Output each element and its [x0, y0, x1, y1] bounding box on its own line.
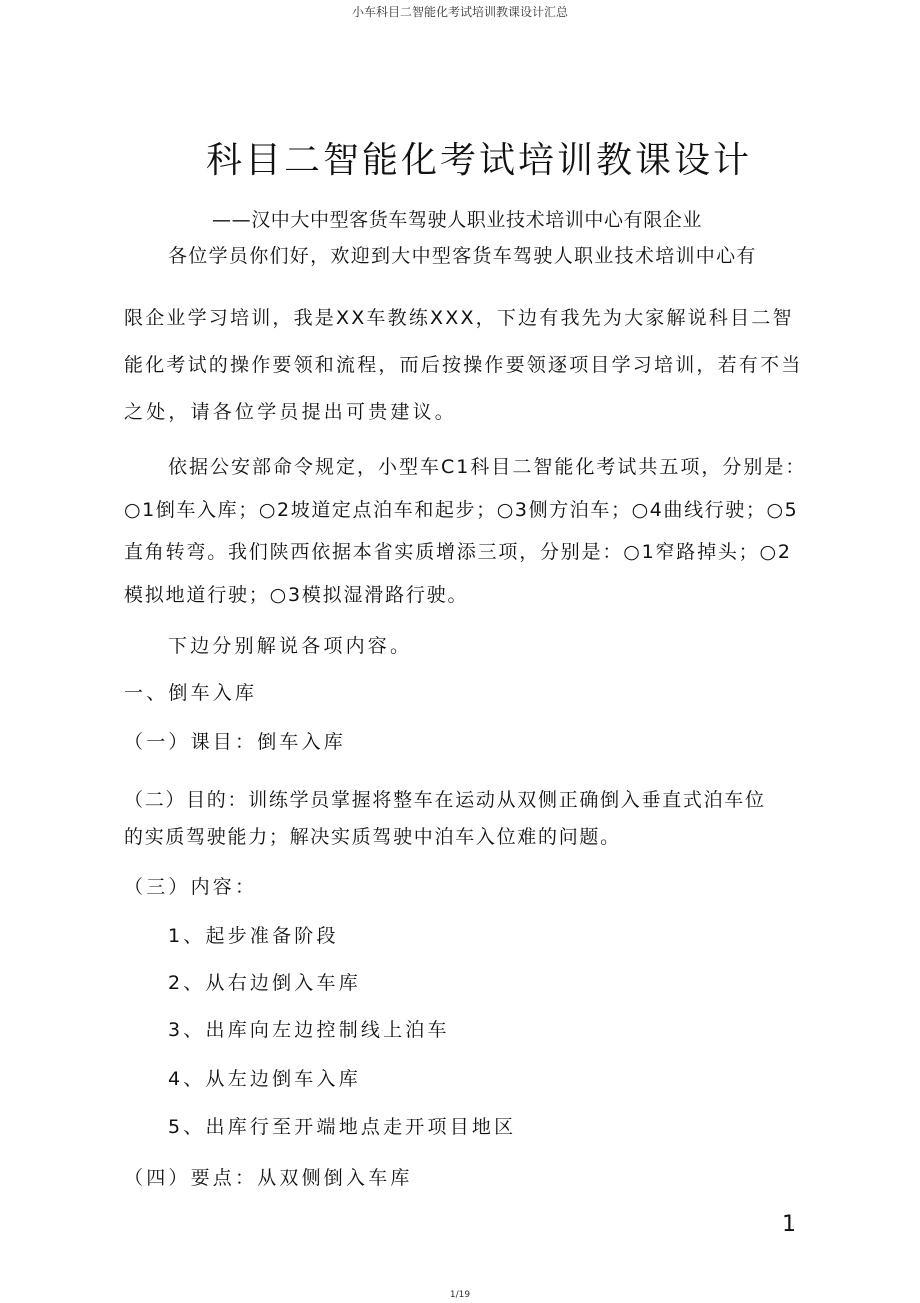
paragraph-line: 下边分别解说各项内容。 [168, 635, 413, 657]
list-item: 3、出库向左边控制线上泊车 [168, 1019, 450, 1041]
document-title: 科目二智能化考试培训教课设计 [205, 140, 752, 181]
paragraph-line: 的实质驾驶能力；解决实质驾驶中泊车入位难的问题。 [124, 826, 621, 848]
list-item: 1、起步准备阶段 [168, 925, 339, 947]
page-number: 1 [782, 1212, 796, 1237]
list-item: 4、从左边倒车入库 [168, 1068, 361, 1090]
subsection-heading: （三）内容： [124, 876, 258, 898]
paragraph-line: 限企业学习培训，我是XX车教练XXX，下边有我先为大家解说科目二智 [124, 307, 794, 329]
subsection-heading: （一）课目：倒车入库 [124, 731, 347, 753]
list-item: 2、从右边倒入车库 [168, 972, 361, 994]
page-header: 小车科目二智能化考试培训教课设计汇总 [351, 5, 568, 19]
page-footer: 1/19 [449, 1290, 471, 1300]
subtitle: ——汉中大中型客货车驾驶人职业技术培训中心有限企业 [212, 209, 703, 231]
paragraph-line: 能化考试的操作要领和流程，而后按操作要领逐项目学习培训，若有不当 [124, 354, 803, 376]
section-heading: 一、倒车入库 [124, 682, 258, 704]
paragraph-line: 各位学员你们好，欢迎到大中型客货车驾驶人职业技术培训中心有 [168, 245, 757, 267]
paragraph-line: （二）目的：训练学员掌握将整车在运动从双侧正确倒入垂直式泊车位 [124, 789, 766, 811]
paragraph-line: 依据公安部命令规定，小型车C1科目二智能化考试共五项，分别是： [168, 456, 807, 478]
paragraph-line: 直角转弯。我们陕西依据本省实质增添三项，分别是：○1窄路掉头；○2 [124, 541, 792, 563]
paragraph-line: 模拟地道行驶；○3模拟湿滑路行驶。 [124, 584, 469, 606]
list-item: 5、出库行至开端地点走开项目地区 [168, 1116, 517, 1138]
subsection-heading: （四）要点：从双侧倒入车库 [124, 1167, 413, 1189]
paragraph-line: ○1倒车入库；○2坡道定点泊车和起步；○3侧方泊车；○4曲线行驶；○5 [124, 499, 799, 521]
paragraph-line: 之处，请各位学员提出可贵建议。 [124, 401, 458, 423]
